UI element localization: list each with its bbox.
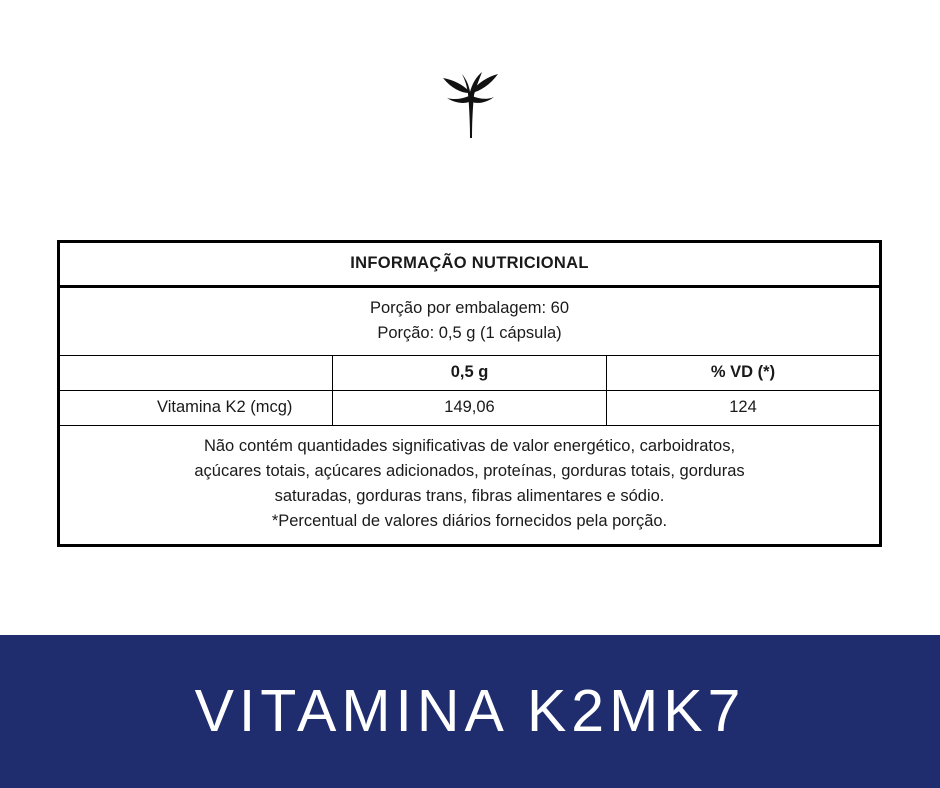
footnote-line-3: saturadas, gorduras trans, fibras alimentares e sódio. bbox=[274, 486, 665, 505]
footnote-line-2: açúcares totais, açúcares adicionados, proteínas, gorduras totais, gorduras bbox=[194, 461, 745, 480]
portion-size: Porção: 0,5 g (1 cápsula) bbox=[377, 323, 562, 342]
column-header-amount: 0,5 g bbox=[333, 355, 607, 390]
table-row-title bbox=[59, 242, 881, 287]
footnote-line-1: Não contém quantidades significativas de valor energético, carboidratos, bbox=[203, 436, 736, 455]
portion-info bbox=[59, 287, 881, 356]
nutrient-amount: 149,06 bbox=[333, 390, 607, 425]
nutrient-name: Vitamina K2 (mcg) bbox=[59, 390, 333, 425]
leaf-bird-logo-icon bbox=[435, 60, 505, 140]
nutrition-table bbox=[57, 240, 882, 547]
nutrient-dv: 124 bbox=[607, 390, 881, 425]
footnote-line-4: *Percentual de valores diários fornecidos pela porção. bbox=[271, 511, 668, 530]
column-header-dv: % VD (*) bbox=[607, 355, 881, 390]
table-row-header bbox=[59, 355, 881, 390]
nutrition-title: INFORMAÇÃO NUTRICIONAL bbox=[59, 242, 881, 287]
nutrition-facts-panel bbox=[0, 200, 940, 547]
portion-per-package: Porção por embalagem: 60 bbox=[369, 299, 570, 317]
table-row-portion bbox=[59, 287, 881, 356]
product-title: VITAMINA K2MK7 bbox=[194, 678, 746, 744]
column-header-nutrient bbox=[59, 355, 333, 390]
table-row bbox=[59, 390, 881, 425]
footnotes bbox=[59, 425, 881, 545]
footer-banner bbox=[0, 635, 940, 788]
table-row-footnotes bbox=[59, 425, 881, 545]
logo-area bbox=[0, 0, 940, 200]
